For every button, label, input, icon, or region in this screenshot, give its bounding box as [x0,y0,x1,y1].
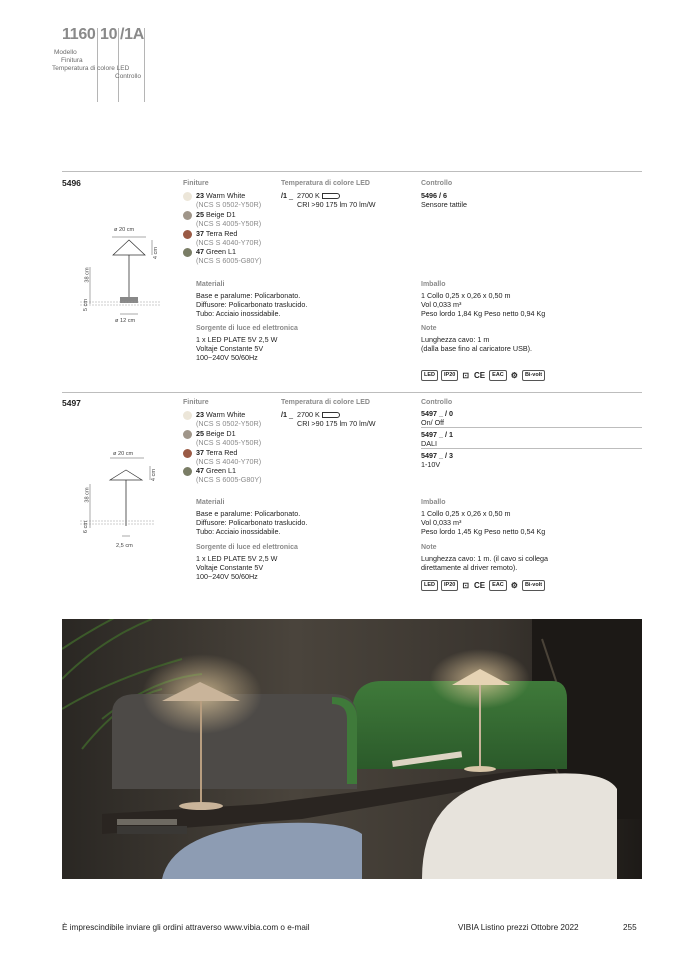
control-desc: Sensore tattile [421,200,467,209]
legend-label-controllo: Controllo [115,73,142,80]
finiture-title: Finiture [183,180,209,187]
finish-name: Beige D1 [206,429,236,438]
finish-ncs: (NCS S 4005-Y50R) [196,438,262,448]
note-title: Note [421,544,437,551]
section-divider [62,171,642,172]
finish-ncs: (NCS S 6005-G80Y) [196,475,262,485]
driver-icon: ⚙ [510,371,518,380]
finish-swatch-warm-white[interactable] [183,411,192,420]
finish-name: Terra Red [205,229,238,238]
finish-item [196,410,261,429]
materiali-line: Tubo: Acciaio inossidabile. [196,309,281,318]
control-code-text: 5497 _ / 3 [421,451,453,460]
finish-item [196,191,261,210]
sorgente-line: 1 x LED PLATE 5V 2,5 W [196,335,278,344]
sorgente-line: 100~240V 50/60Hz [196,353,258,362]
finish-code: 37 [196,229,204,238]
finish-name: Green L1 [206,247,236,256]
sorgente-title: Sorgente di luce ed elettronica [196,325,298,332]
control-code-text: 5497 _ / 1 [421,430,453,439]
finish-name: Warm White [206,410,246,419]
imballo-title: Imballo [421,499,446,506]
finish-item [196,429,261,448]
sorgente-line: 1 x LED PLATE 5V 2,5 W [196,554,278,563]
temp-option [281,191,340,200]
finish-code: 25 [196,429,204,438]
finish-code: 47 [196,466,204,475]
control-desc: DALI [421,439,437,448]
footer-order-note: È imprescindibile inviare gli ordini attraverso www.vibia.com o e-mail [62,923,310,932]
legend-code-model: 1160 [62,26,96,43]
books [117,826,187,834]
imballo-line: Vol 0,033 m³ [421,518,462,527]
note-line: direttamente al driver remoto). [421,563,518,572]
temperatura-title: Temperatura di colore LED [281,180,370,187]
controllo-title: Controllo [421,180,453,187]
eac-cert-icon: EAC [489,580,507,591]
materiali-line: Tubo: Acciaio inossidabile. [196,527,281,536]
section-divider [62,392,642,393]
finiture-title: Finiture [183,399,209,406]
legend-label-temperatura: Temperatura di colore LED [52,65,130,72]
legend-label-modello: Modello [54,49,77,56]
finish-item [196,210,261,229]
imballo-line: Peso lordo 1,84 Kg Peso netto 0,94 Kg [421,309,546,318]
ce-cert-icon: CE [474,581,486,590]
dim-base-diameter: ø 12 cm [115,318,136,324]
finish-ncs: (NCS S 4040-Y70R) [196,238,262,248]
product-code: 5496 [62,178,81,188]
materiali-line: Base e paralume: Policarbonato. [196,509,301,518]
finish-name: Beige D1 [206,210,236,219]
finish-code: 47 [196,247,204,256]
dim-base-height: 6 cm [83,520,90,534]
sorgente-line: 100~240V 50/60Hz [196,572,258,581]
eac-cert-icon: EAC [489,370,507,381]
temp-specs: CRI >90 175 lm 70 lm/W [297,419,376,428]
finish-item [196,448,261,467]
bivolt-cert-icon: Bi-volt [522,370,545,381]
finish-item [196,466,262,485]
imballo-line: Peso lordo 1,45 Kg Peso netto 0,54 Kg [421,527,546,536]
finish-item [196,229,261,248]
legend-label-finitura: Finitura [61,57,83,64]
lamp-base-left [179,802,223,810]
dim-total-height: 38 cm [84,267,91,283]
finish-name: Green L1 [206,466,236,475]
control-code-text: 5497 _ / 0 [421,409,453,418]
materiali-line: Base e paralume: Policarbonato. [196,291,301,300]
control-code [421,451,453,460]
finish-item [196,247,262,266]
led-symbol-icon [322,193,340,199]
dim-shade-height: 4 cm [151,468,158,482]
driver-icon: ⚙ [510,581,518,590]
finish-name: Warm White [206,191,246,200]
bivolt-cert-icon: Bi-volt [522,580,545,591]
sorgente-line: Voltaje Constante 5V [196,344,264,353]
imballo-title: Imballo [421,281,446,288]
finish-code: 37 [196,448,204,457]
temp-code: /1 [281,410,287,419]
control-code-text: 5496 / 6 [421,191,447,200]
temperatura-title: Temperatura di colore LED [281,399,370,406]
control-divider [421,427,642,428]
control-code [421,409,453,418]
finish-code: 23 [196,191,204,200]
imballo-line: Vol 0,033 m³ [421,300,462,309]
finish-swatch-terra-red[interactable] [183,230,192,239]
note-line: (dalla base fino al caricatore USB). [421,344,533,353]
temp-specs: CRI >90 175 lm 70 lm/W [297,200,376,209]
note-line: Lunghezza cavo: 1 m. (il cavo si collega [421,554,549,563]
temp-blank: _ [289,410,293,419]
dim-base-diameter: 2,5 cm [116,543,133,549]
dim-shade-diameter: ø 20 cm [113,451,134,457]
control-code [421,430,453,439]
dim-shade-diameter: ø 20 cm [114,227,135,233]
page-number: 255 [623,923,637,932]
dim-total-height: 38 cm [84,487,91,503]
materiali-line: Diffusore: Policarbonato traslucido. [196,518,308,527]
finish-swatch-warm-white[interactable] [183,192,192,201]
books [117,819,177,825]
class-cert-icon: ⊡ [462,581,470,590]
ce-cert-icon: CE [474,371,486,380]
imballo-line: 1 Collo 0,25 x 0,26 x 0,50 m [421,291,511,300]
lamp-shade [110,470,142,480]
lamp-base-right [464,766,496,772]
control-divider [421,448,642,449]
finish-swatch-beige[interactable] [183,211,192,220]
legend-code-temp: /1A [120,26,144,43]
finish-swatch-terra-red[interactable] [183,449,192,458]
temp-option [281,410,340,419]
footer-catalog-title: VIBIA Listino prezzi Ottobre 2022 [458,923,579,932]
finish-swatch-beige[interactable] [183,430,192,439]
lamp-shade [113,240,145,255]
materiali-line: Diffusore: Policarbonato traslucido. [196,300,308,309]
temp-value: 2700 K [297,410,320,419]
finish-ncs: (NCS S 0502-Y50R) [196,200,262,210]
finish-ncs: (NCS S 4005-Y50R) [196,219,262,229]
certification-icons [421,370,545,381]
sorgente-title: Sorgente di luce ed elettronica [196,544,298,551]
finish-swatch-green[interactable] [183,248,192,257]
finish-ncs: (NCS S 4040-Y70R) [196,457,262,467]
led-cert-icon: LED [421,370,438,381]
finish-code: 23 [196,410,204,419]
finish-ncs: (NCS S 6005-G80Y) [196,256,262,266]
materiali-title: Materiali [196,499,225,506]
certification-icons [421,580,545,591]
code-legend [52,26,162,86]
dim-shade-height: 4 cm [153,246,160,260]
legend-code-finish: 10 [100,26,118,43]
led-cert-icon: LED [421,580,438,591]
finish-name: Terra Red [205,448,238,457]
note-line: Lunghezza cavo: 1 m [421,335,490,344]
lamp-dimension-drawing [80,448,160,548]
controllo-title: Controllo [421,399,453,406]
note-title: Note [421,325,437,332]
sorgente-line: Voltaje Constante 5V [196,563,264,572]
materiali-title: Materiali [196,281,225,288]
temp-code: /1 [281,191,287,200]
ambient-photo [62,619,642,879]
finish-swatch-green[interactable] [183,467,192,476]
temp-blank: _ [289,191,293,200]
lamp-dimension-drawing [80,222,160,332]
ip20-cert-icon: IP20 [441,580,458,591]
control-desc: On/ Off [421,418,445,427]
control-code [421,191,447,200]
product-code: 5497 [62,398,81,408]
temp-value: 2700 K [297,191,320,200]
ip20-cert-icon: IP20 [441,370,458,381]
lounge-scene-illustration [62,619,642,879]
finish-code: 25 [196,210,204,219]
control-desc: 1-10V [421,460,441,469]
imballo-line: 1 Collo 0,25 x 0,26 x 0,50 m [421,509,511,518]
led-symbol-icon [322,412,340,418]
legend-divider [144,28,145,102]
finish-ncs: (NCS S 0502-Y50R) [196,419,262,429]
class-cert-icon: ⊡ [462,371,470,380]
dim-base-height: 5 cm [83,298,90,312]
